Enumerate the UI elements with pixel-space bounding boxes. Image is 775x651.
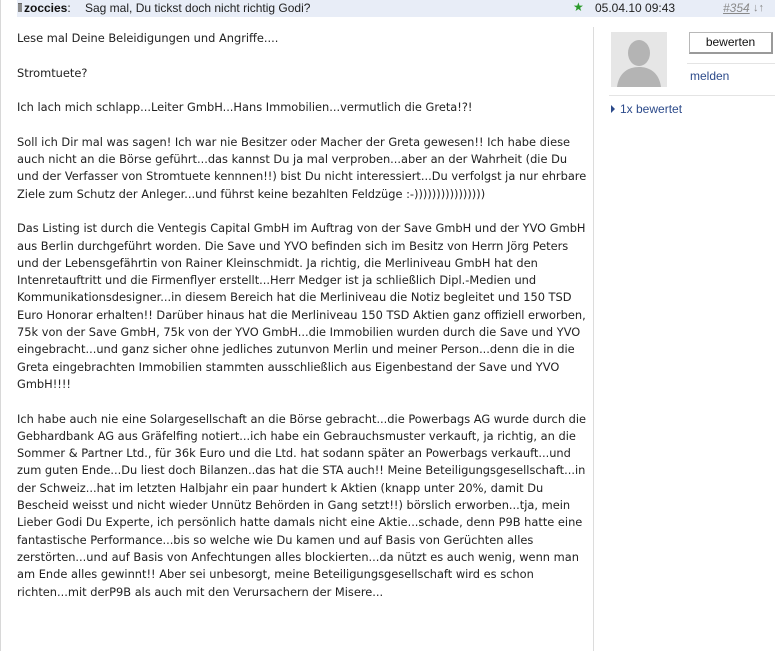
rated-count-label: 1x bewertet [620,102,683,116]
post-header [17,0,775,17]
post-paragraph: Stromtuete? [17,65,88,80]
avatar[interactable] [611,32,667,87]
expand-triangle-icon [611,105,615,113]
column-divider [593,27,594,651]
post-paragraph: Ich lach mich schlapp...Leiter GmbH...Hans Immobilien...vermutlich die Greta!?! [17,100,473,115]
post-paragraph: Soll ich Dir mal was sagen! Ich war nie Besitzer oder Macher der Greta gewesen!! Ich habe diese auch nicht an die Börse geführt...das kannst Du ja mal verproben...aber an der Wahrheit (die Du und der Verfasser von Stromtuete kennnen!!) bist Du nicht interessiert...Du verfolgst ja nur ehrbare Ziele zum Schutz der Anleger...und führst keine bezahlten Feldzüge :-)))))))))))))))) [17,134,587,201]
post-paragraph: Ich habe auch nie eine Solargesellschaft an die Börse gebracht...die Powerbags AG wurde durch die Gebhardbank AG aus Gräfelfing notiert...ich habe ein Gebrauchsmuster verkauft, ja richtig, an die Sommer & Partner Ltd., für 36k Euro und die Ltd. hat sodann später an Powerbags verkauft...und zum guten Ende...Du liest doch Bilanzen..das hat die STA auch!! Meine Beteiligungsgesellschaft...in der Schweiz...hat im letzten Halbjahr ein paar hundert k Aktien (knapp unter 20%, damit Du Bescheid weisst und nicht wieder Unnütz Behörden in Gang setzt!!) börslich erworben...tja, mein Lieber Godi Du Experte, ich persönlich hatte damals nicht eine Aktie...schade, denn P9B hatte eine fantastische Performance...bis so welche wie Du kamen und auf Basis von Gerüchten alles zerstörten...und auf Basis von Anfechtungen alles blockierten...da nützt es auch wenig, wenn man am Ende alles gewinnt!! Aber sei unbesorgt, meine Beteiligungsgesellschaft wird es schon richten...mit derP9B als auch mit den Verursachern der Misere... [17,411,587,599]
post-number-link[interactable]: #354 [723,1,750,15]
post-paragraph: Das Listing ist durch die Ventegis Capital GmbH im Auftrag von der Save GmbH und der YVO GmbH aus Berlin durchgeführt worden. Die Save und YVO befinden sich im Besitz von Herrn Jörg Peters und der Lebensgefährtin von Rainer Kleinschmidt. Ja richtig, die Merliniveau GmbH hat den Intenretauftritt und die Firmenflyer erstellt...Herr Medger ist ja schließlich Dipl.-Medien und Kommunikationsdesigner...in diesem Bereich hat die Merliniveau die Notiz begleitet und 150 TSD Euro Honorar erhalten!! Darüber hinaus hat die Merliniveau 150 TSD Aktien ganz offiziell erworben, 75k von der Save GmbH, 75k von der YVO GmbH...die Immobilien wurden durch die Save und YVO eingebracht...und ganz sicher ohne jedliches zutunvon Merlin und meiner Person...denn die in die Greta eingebrachten Immobilien stammten ausschließlich aus Eigenbestand der Save und YVO GmbH!!!! [17,221,586,391]
divider [687,63,775,64]
post-title: Sag mal, Du tickst doch nicht richtig Godi? [85,1,311,15]
lock-icon [18,3,22,12]
report-link[interactable]: melden [690,69,730,83]
post-sidebar [595,27,775,651]
star-icon: ★ [573,0,584,14]
user-silhouette-icon [611,32,667,87]
navigate-arrows-icon[interactable]: ↓↑ [753,2,764,14]
post-author[interactable]: zoccies: [24,1,71,15]
rated-count-toggle[interactable] [611,102,682,116]
post-timestamp: 05.04.10 09:43 [595,1,676,15]
divider [609,95,775,96]
post-paragraph: Lese mal Deine Beleidigungen und Angriffe.... [17,31,279,45]
rate-button[interactable]: bewerten [689,32,773,54]
post-body [17,30,592,618]
